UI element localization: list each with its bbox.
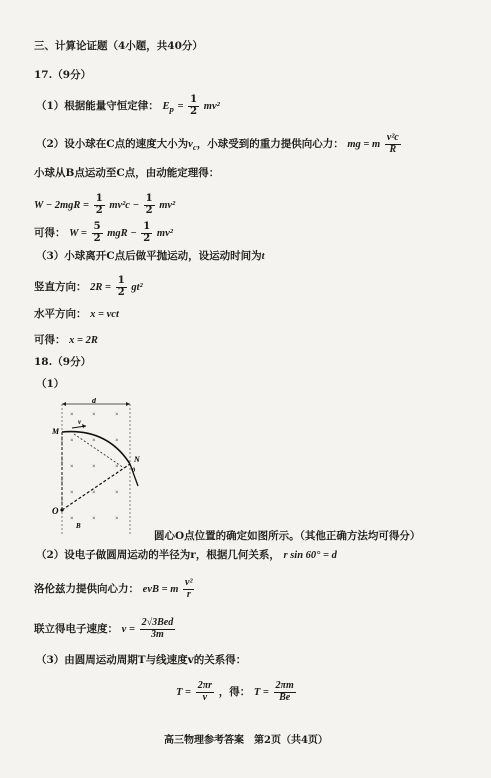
fraction: $\frac{1}{2}$ — [143, 221, 151, 244]
svg-text:×: × — [92, 438, 96, 444]
svg-text:×: × — [70, 516, 74, 522]
q18-velocity: 联立得电子速度： v = $\frac{\text{2√3Bed}}{3m}$ — [34, 617, 174, 640]
label-b: B — [76, 522, 81, 530]
center-point — [60, 508, 63, 511]
fraction: $\frac{5}{2}$ — [93, 221, 101, 244]
q17-vertical: 竖直方向： 2R = $\frac{1}{2}$ gt² — [34, 275, 143, 298]
q18-period: T = $\frac{2\pi r}{v}$ ，得： T = $\frac{2\pi m}{Be}$ — [176, 680, 294, 703]
label-v: v — [78, 418, 82, 426]
label-angle: θ — [132, 468, 136, 474]
svg-text:×: × — [70, 464, 74, 470]
fraction: $\frac{\text{2√3Bed}}{3m}$ — [141, 617, 174, 640]
arrow-head-right — [126, 402, 130, 406]
svg-text:×: × — [115, 438, 119, 444]
svg-text:×: × — [70, 412, 74, 418]
q18-figure-note: 圆心O点位置的确定如图所示。（其他正确方法均可得分） — [154, 530, 421, 542]
q17-result-w: 可得： W = $\frac{5}{2}$ mgR − $\frac{1}{2}$ mv² — [34, 221, 173, 244]
page-footer: 高三物理参考答案 第2页（共4页） — [164, 735, 328, 746]
arrow-head-left — [62, 402, 66, 406]
q17-part3: （3）小球离开C点后做平抛运动，设运动时间为t — [36, 250, 265, 262]
q17-number: 17.（9分） — [34, 69, 92, 81]
q17-eq-work: W − 2mgR = $\frac{1}{2}$ mv²c − $\frac{1}{2}$ mv² — [34, 193, 176, 216]
q17-result-x: 可得： x = 2R — [34, 334, 98, 346]
label-d: d — [92, 398, 96, 405]
svg-text:×: × — [92, 464, 96, 470]
q17-part2: （2）设小球在C点的速度大小为$v_c$，小球受到的重力提供向心力： mg = m $\frac{\text{v²c}}{R}$ — [36, 132, 399, 155]
field-cross-marks — [70, 412, 119, 522]
q17-part2-text: 小球从B点运动至C点，由动能定理得： — [34, 167, 220, 179]
svg-text:×: × — [115, 490, 119, 496]
q18-part1-label: （1） — [36, 378, 65, 390]
q17-horizontal: 水平方向： x = vct — [34, 308, 119, 320]
radius-on — [62, 464, 130, 510]
velocity-arrow-head — [82, 424, 86, 428]
fraction: $\frac{2\pi m}{Be}$ — [275, 680, 294, 703]
fraction: $\frac{\text{v²c}}{R}$ — [386, 132, 399, 155]
svg-text:×: × — [92, 490, 96, 496]
fraction: $\frac{1}{2}$ — [190, 94, 198, 117]
q18-number: 18.（9分） — [34, 356, 92, 368]
fraction: $\frac{2\pi r}{v}$ — [197, 680, 213, 703]
label-m: M — [52, 427, 60, 436]
section-header: 三、计算论证题（4小题，共40分） — [34, 40, 203, 52]
q18-part3: （3）由圆周运动周期T与线速度v的关系得： — [36, 654, 247, 666]
diagram-svg — [52, 398, 152, 538]
svg-text:×: × — [115, 412, 119, 418]
svg-text:×: × — [92, 516, 96, 522]
q18-lorentz: 洛伦兹力提供向心力： evB = m $\frac{\text{v²}}{r}$ — [34, 577, 193, 600]
svg-text:×: × — [115, 464, 119, 470]
trajectory-arc — [62, 432, 130, 464]
fraction: $\frac{1}{2}$ — [145, 193, 153, 216]
label-n: N — [134, 455, 140, 464]
q17-part1: （1）根据能量守恒定律： $E_p$ = $\frac{1}{2}$ mv² — [36, 94, 220, 117]
svg-text:×: × — [70, 438, 74, 444]
fraction: $\frac{1}{2}$ — [95, 193, 103, 216]
fraction: $\frac{1}{2}$ — [117, 275, 125, 298]
magnetic-field-diagram — [52, 398, 152, 538]
svg-text:×: × — [115, 516, 119, 522]
fraction: $\frac{\text{v²}}{r}$ — [185, 577, 193, 600]
label-o: O — [52, 506, 59, 516]
svg-text:×: × — [92, 412, 96, 418]
q18-part2: （2）设电子做圆周运动的半径为r，根据几何关系， r sin 60° = d — [36, 549, 337, 561]
svg-text:×: × — [70, 490, 74, 496]
